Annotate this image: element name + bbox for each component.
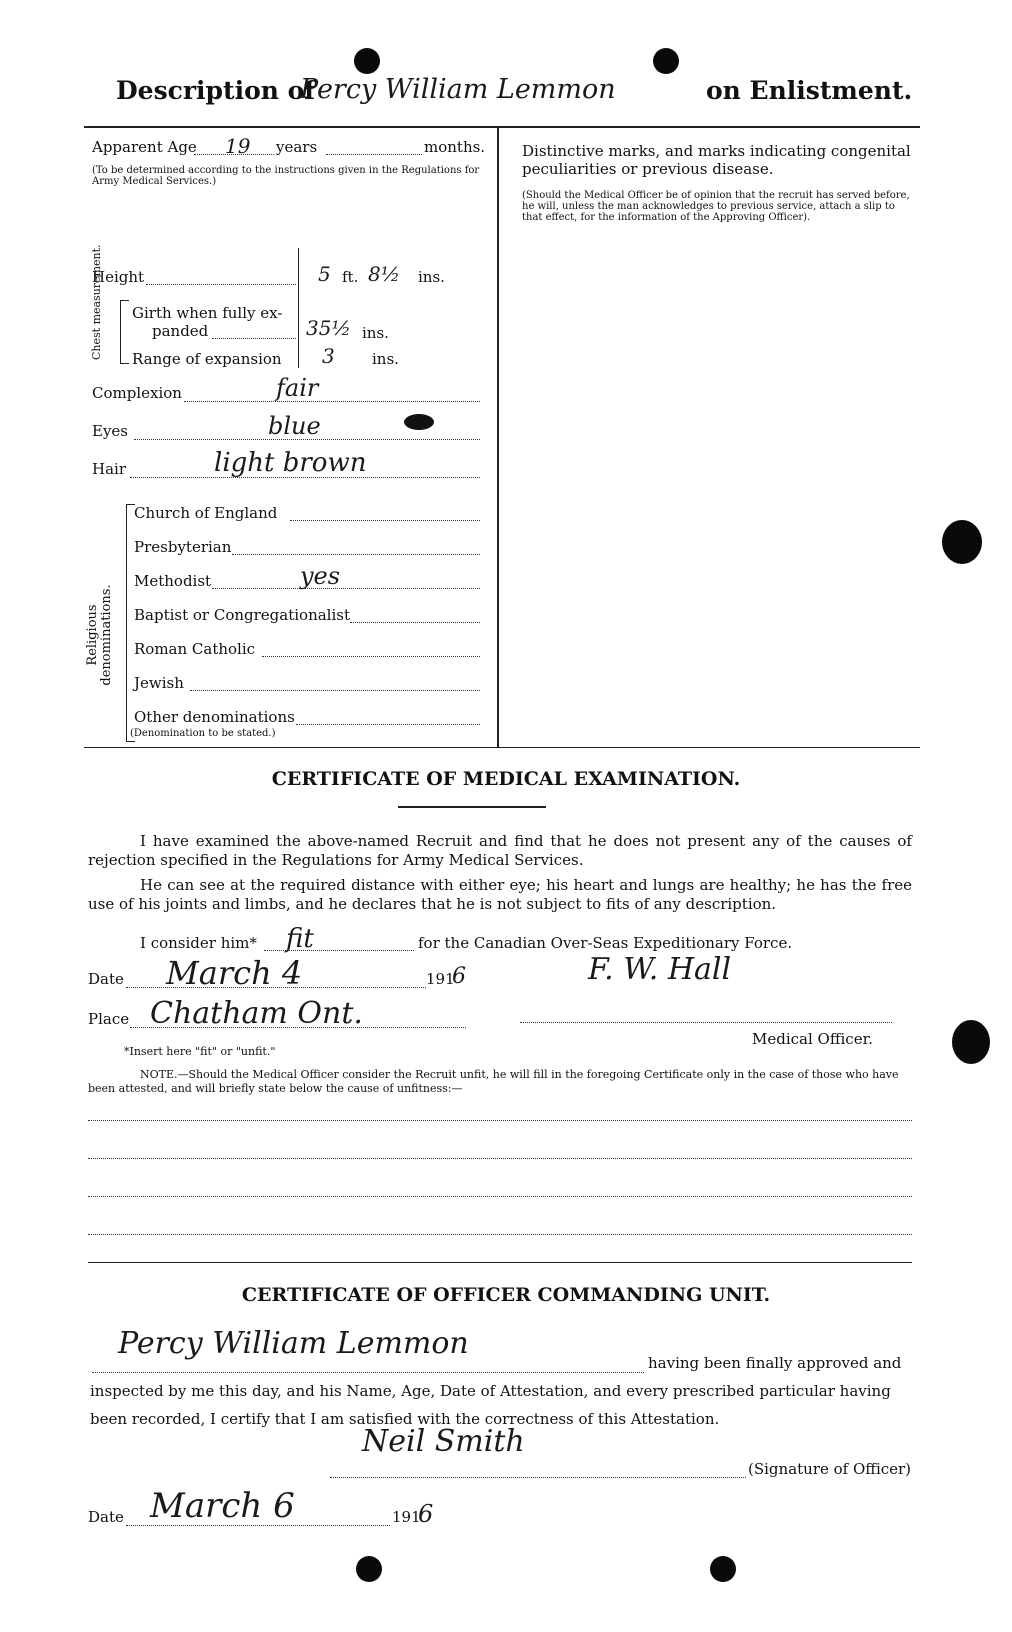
years-label: years bbox=[276, 138, 318, 156]
range-label: Range of expansion bbox=[132, 350, 282, 368]
baptist-label: Baptist or Congregationalist bbox=[134, 606, 350, 624]
medical-signature-dots bbox=[520, 1022, 892, 1023]
medical-year-printed: 191 bbox=[426, 970, 455, 988]
girth-label-2: panded bbox=[152, 322, 209, 340]
section-rule bbox=[88, 1262, 912, 1263]
signature-of-officer-label: (Signature of Officer) bbox=[748, 1460, 912, 1478]
eyes-value: blue bbox=[268, 412, 321, 440]
height-dots bbox=[146, 284, 296, 285]
punch-hole bbox=[653, 48, 679, 74]
girth-ins-label: ins. bbox=[362, 324, 389, 342]
presbyterian-label: Presbyterian bbox=[134, 538, 232, 556]
unfitness-line-1 bbox=[88, 1120, 912, 1121]
age-value: 19 bbox=[225, 134, 251, 158]
medical-officer-signature: F. W. Hall bbox=[588, 952, 732, 987]
place-value: Chatham Ont. bbox=[150, 996, 363, 1031]
medical-date-label: Date bbox=[88, 970, 124, 988]
punch-hole bbox=[952, 1020, 990, 1064]
hair-label: Hair bbox=[92, 460, 126, 478]
unfitness-line-2 bbox=[88, 1158, 912, 1159]
insert-note: *Insert here "fit" or "unfit." bbox=[124, 1045, 276, 1058]
measure-divider bbox=[298, 248, 299, 368]
methodist-value: yes bbox=[300, 562, 341, 590]
age-note: (To be determined according to the instructions given in the Regulations for Army Medical Services.) bbox=[92, 165, 480, 187]
commanding-text-1: having been finally approved and bbox=[648, 1354, 902, 1372]
medical-date-value: March 4 bbox=[166, 954, 303, 992]
commanding-year-printed: 191 bbox=[392, 1508, 421, 1526]
medical-para2: He can see at the required distance with either eye; his heart and lungs are healthy; he has the free use of his joints and limbs, and he declares that he is not subject to fits of any description. bbox=[88, 876, 912, 913]
punch-hole bbox=[710, 1556, 736, 1582]
consider-suffix: for the Canadian Over-Seas Expeditionary Force. bbox=[418, 934, 793, 952]
complexion-label: Complexion bbox=[92, 384, 182, 402]
roman-catholic-label: Roman Catholic bbox=[134, 640, 256, 658]
methodist-dots bbox=[212, 588, 480, 589]
girth-label-1: Girth when fully ex- bbox=[132, 304, 283, 322]
commanding-title: CERTIFICATE OF OFFICER COMMANDING UNIT. bbox=[241, 1284, 771, 1306]
medical-title: CERTIFICATE OF MEDICAL EXAMINATION. bbox=[271, 768, 741, 790]
recruit-name: Percy William Lemmon bbox=[300, 74, 616, 105]
ft-label: ft. bbox=[342, 268, 359, 286]
complexion-value: fair bbox=[276, 374, 319, 402]
range-ins-label: ins. bbox=[372, 350, 399, 368]
medical-officer-label: Medical Officer. bbox=[752, 1030, 873, 1048]
complexion-dots bbox=[184, 401, 480, 402]
commanding-text-2: inspected by me this day, and his Name, Age, Date of Attestation, and every prescribed particular having bbox=[90, 1382, 891, 1400]
commanding-text-3: been recorded, I certify that I am satisfied with the correctness of this Attestation. bbox=[90, 1410, 720, 1428]
commanding-officer-signature: Neil Smith bbox=[362, 1424, 525, 1459]
ink-blot bbox=[404, 414, 434, 430]
height-ft-value: 5 bbox=[318, 262, 331, 286]
jewish-label: Jewish bbox=[134, 674, 184, 692]
girth-value: 35½ bbox=[306, 316, 351, 340]
eyes-label: Eyes bbox=[92, 422, 128, 440]
unfitness-line-3 bbox=[88, 1196, 912, 1197]
medical-year-written: 6 bbox=[452, 964, 466, 989]
top-rule bbox=[84, 126, 920, 128]
other-denominations-dots bbox=[296, 724, 480, 725]
church-england-dots bbox=[290, 520, 480, 521]
baptist-dots bbox=[350, 622, 480, 623]
punch-hole bbox=[942, 520, 982, 564]
medical-para1: I have examined the above-named Recruit and find that he does not present any of the causes of rejection specified in the Regulations for Army Medical Services. bbox=[88, 832, 912, 869]
church-england-label: Church of England bbox=[134, 504, 278, 522]
height-label: Height bbox=[92, 268, 145, 286]
commanding-name-value: Percy William Lemmon bbox=[118, 1326, 469, 1361]
other-denominations-label: Other denominations bbox=[134, 708, 295, 726]
commanding-date-label: Date bbox=[88, 1508, 124, 1526]
title-suffix: on Enlistment. bbox=[706, 76, 913, 105]
medical-title-rule bbox=[398, 806, 546, 808]
consider-label: I consider him* bbox=[140, 934, 257, 952]
commanding-signature-dots bbox=[330, 1477, 746, 1478]
punch-hole bbox=[354, 48, 380, 74]
range-value: 3 bbox=[322, 344, 335, 368]
bottom-rule bbox=[84, 747, 920, 748]
methodist-label: Methodist bbox=[134, 572, 212, 590]
hair-value: light brown bbox=[214, 448, 367, 478]
months-dots bbox=[326, 154, 422, 155]
denomination-note: (Denomination to be stated.) bbox=[130, 728, 276, 739]
place-label: Place bbox=[88, 1010, 130, 1028]
unfitness-line-4 bbox=[88, 1234, 912, 1235]
distinctive-marks-label: Distinctive marks, and marks indicating congenital peculiarities or previous disease. bbox=[522, 142, 911, 178]
title-prefix: Description of bbox=[116, 76, 316, 105]
commanding-date-value: March 6 bbox=[150, 1486, 295, 1526]
height-in-value: 8½ bbox=[368, 262, 401, 286]
months-label: months. bbox=[424, 138, 486, 156]
chest-brace bbox=[120, 300, 129, 364]
jewish-dots bbox=[190, 690, 480, 691]
commanding-year-written: 6 bbox=[418, 1500, 434, 1528]
girth-dots bbox=[212, 338, 296, 339]
unfitness-note: NOTE.—Should the Medical Officer consider the Recruit unfit, he will fill in the foregoing Certificate only in the case of those who have been attested, and will briefly state below the cause of unfitness:— bbox=[88, 1068, 899, 1095]
column-divider bbox=[497, 128, 499, 748]
consider-value: fit bbox=[286, 924, 314, 954]
apparent-age-label: Apparent Age bbox=[92, 138, 197, 156]
ins-label: ins. bbox=[418, 268, 445, 286]
religious-label: Religious denominations. bbox=[85, 584, 114, 686]
commanding-name-dots bbox=[92, 1372, 644, 1373]
chest-label: Chest measurement. bbox=[90, 244, 103, 360]
punch-hole bbox=[356, 1556, 382, 1582]
served-before-note: (Should the Medical Officer be of opinion that the recruit has served before, he will, unless the man acknowledges to previous service, attach a slip to that effect, for the information of the Approving Officer). bbox=[522, 190, 910, 223]
roman-catholic-dots bbox=[262, 656, 480, 657]
page-title bbox=[116, 76, 315, 105]
presbyterian-dots bbox=[232, 554, 480, 555]
